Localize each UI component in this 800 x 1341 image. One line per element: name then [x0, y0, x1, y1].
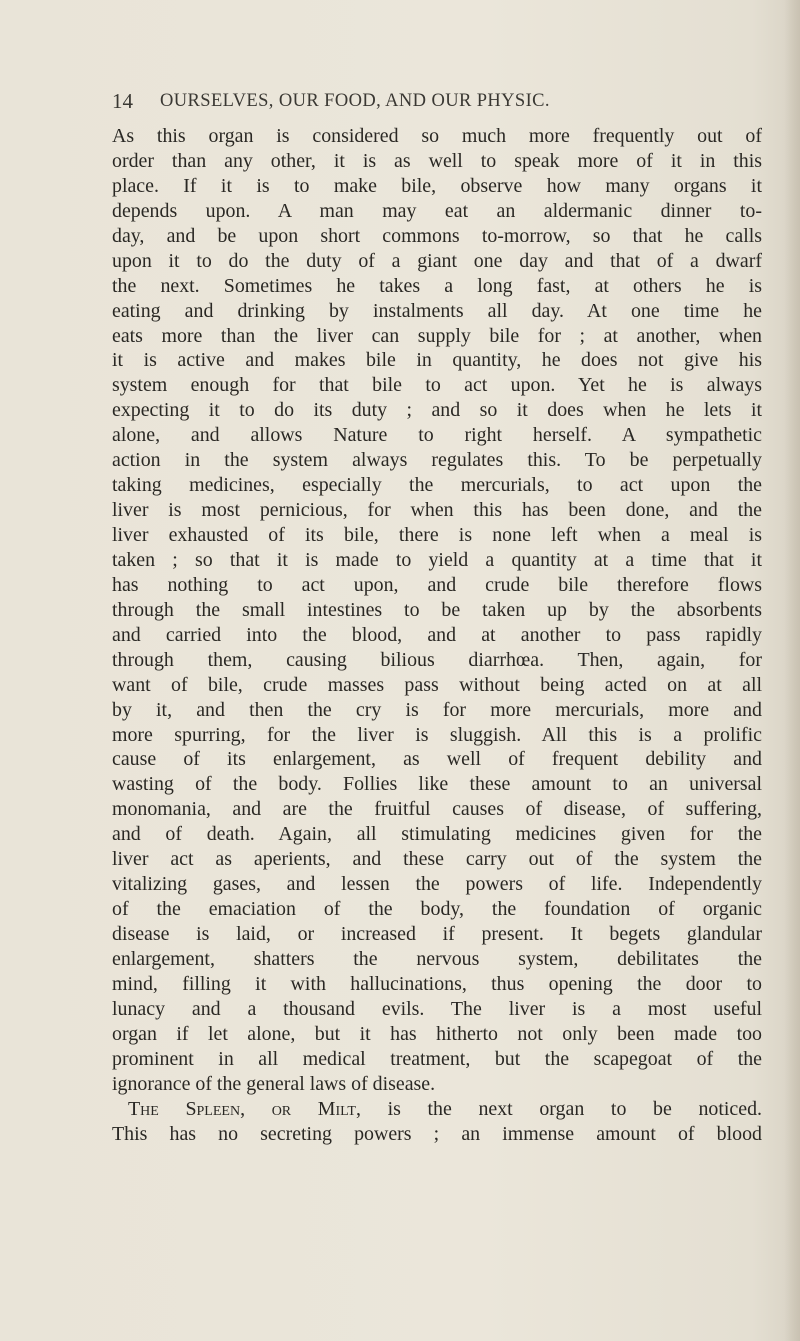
text-line: lunacy and a thousand evils. The liver is a most useful	[112, 997, 762, 1020]
text-line: wasting of the body. Follies like these amount to an universal	[112, 773, 762, 796]
text-line: of the emaciation of the body, the foundation of organic	[112, 898, 762, 921]
text-line: depends upon. A man may eat an aldermanic dinner to-	[112, 199, 762, 222]
text-line: the next. Sometimes he takes a long fast, at others he is	[112, 274, 762, 297]
text-line: liver is most pernicious, for when this has been done, and the	[112, 499, 762, 522]
text-line: monomania, and are the fruitful causes of disease, of suffering,	[112, 798, 762, 821]
text-line: order than any other, it is as well to speak more of it in this	[112, 149, 762, 172]
text-line: eats more than the liver can supply bile for ; at another, when	[112, 324, 762, 347]
body-text	[112, 124, 762, 1146]
text-line: alone, and allows Nature to right herself. A sympathetic	[112, 424, 762, 447]
text-line: system enough for that bile to act upon. Yet he is always	[112, 374, 762, 397]
text-line: taking medicines, especially the mercurials, to act upon the	[112, 474, 762, 497]
text-line: eating and drinking by instalments all day. At one time he	[112, 299, 762, 322]
text-line: expecting it to do its duty ; and so it does when he lets it	[112, 399, 762, 422]
text-line: through the small intestines to be taken up by the absorbents	[112, 598, 762, 621]
text-line: mind, filling it with hallucinations, thus opening the door to	[112, 972, 762, 995]
text-line: place. If it is to make bile, observe how many organs it	[112, 174, 762, 197]
text-line: and carried into the blood, and at another to pass rapidly	[112, 623, 762, 646]
paragraph-end-line: ignorance of the general laws of disease.	[112, 1072, 436, 1095]
text-line: by it, and then the cry is for more mercurials, more and	[112, 698, 762, 721]
text-line: organ if let alone, but it has hitherto not only been made too	[112, 1022, 762, 1045]
spleen-heading: The Spleen, or Milt,	[128, 1097, 361, 1120]
text-line: more spurring, for the liver is sluggish. All this is a prolific	[112, 723, 762, 746]
text-line: This has no secreting powers ; an immense amount of blood	[112, 1122, 762, 1145]
text-line: action in the system always regulates this. To be perpetually	[112, 449, 762, 472]
text-line: vitalizing gases, and lessen the powers of life. Independently	[112, 873, 762, 896]
text-line: upon it to do the duty of a giant one day and that of a dwarf	[112, 249, 762, 272]
text-line: taken ; so that it is made to yield a quantity at a time that it	[112, 548, 762, 571]
spleen-paragraph-start	[112, 1097, 762, 1122]
text-line: it is active and makes bile in quantity, he does not give his	[112, 349, 762, 372]
running-title: OURSELVES, OUR FOOD, AND OUR PHYSIC.	[160, 91, 550, 111]
text-line: As this organ is considered so much more frequently out of	[112, 125, 762, 147]
text-line: cause of its enlargement, as well of frequent debility and	[112, 748, 762, 771]
running-head	[112, 86, 732, 116]
page-edge-shadow	[784, 0, 800, 1341]
text-line: has nothing to act upon, and crude bile therefore flows	[112, 573, 762, 596]
text-line: day, and be upon short commons to-morrow, so that he calls	[112, 224, 762, 247]
text-line: enlargement, shatters the nervous system, debilitates the	[112, 947, 762, 970]
text-line: and of death. Again, all stimulating medicines given for the	[112, 823, 762, 846]
text-line: prominent in all medical treatment, but the scapegoat of the	[112, 1047, 762, 1070]
text-line: through them, causing bilious diarrhœa. Then, again, for	[112, 648, 762, 671]
text-line: liver act as aperients, and these carry out of the system the	[112, 848, 762, 871]
page-number: 14	[112, 89, 133, 113]
text-line: liver exhausted of its bile, there is none left when a meal is	[112, 524, 762, 546]
spleen-line-rest: is the next organ to be noticed.	[360, 1097, 762, 1120]
text-line: disease is laid, or increased if present. It begets glandular	[112, 923, 762, 945]
text-line: want of bile, crude masses pass without being acted on at all	[112, 673, 762, 696]
